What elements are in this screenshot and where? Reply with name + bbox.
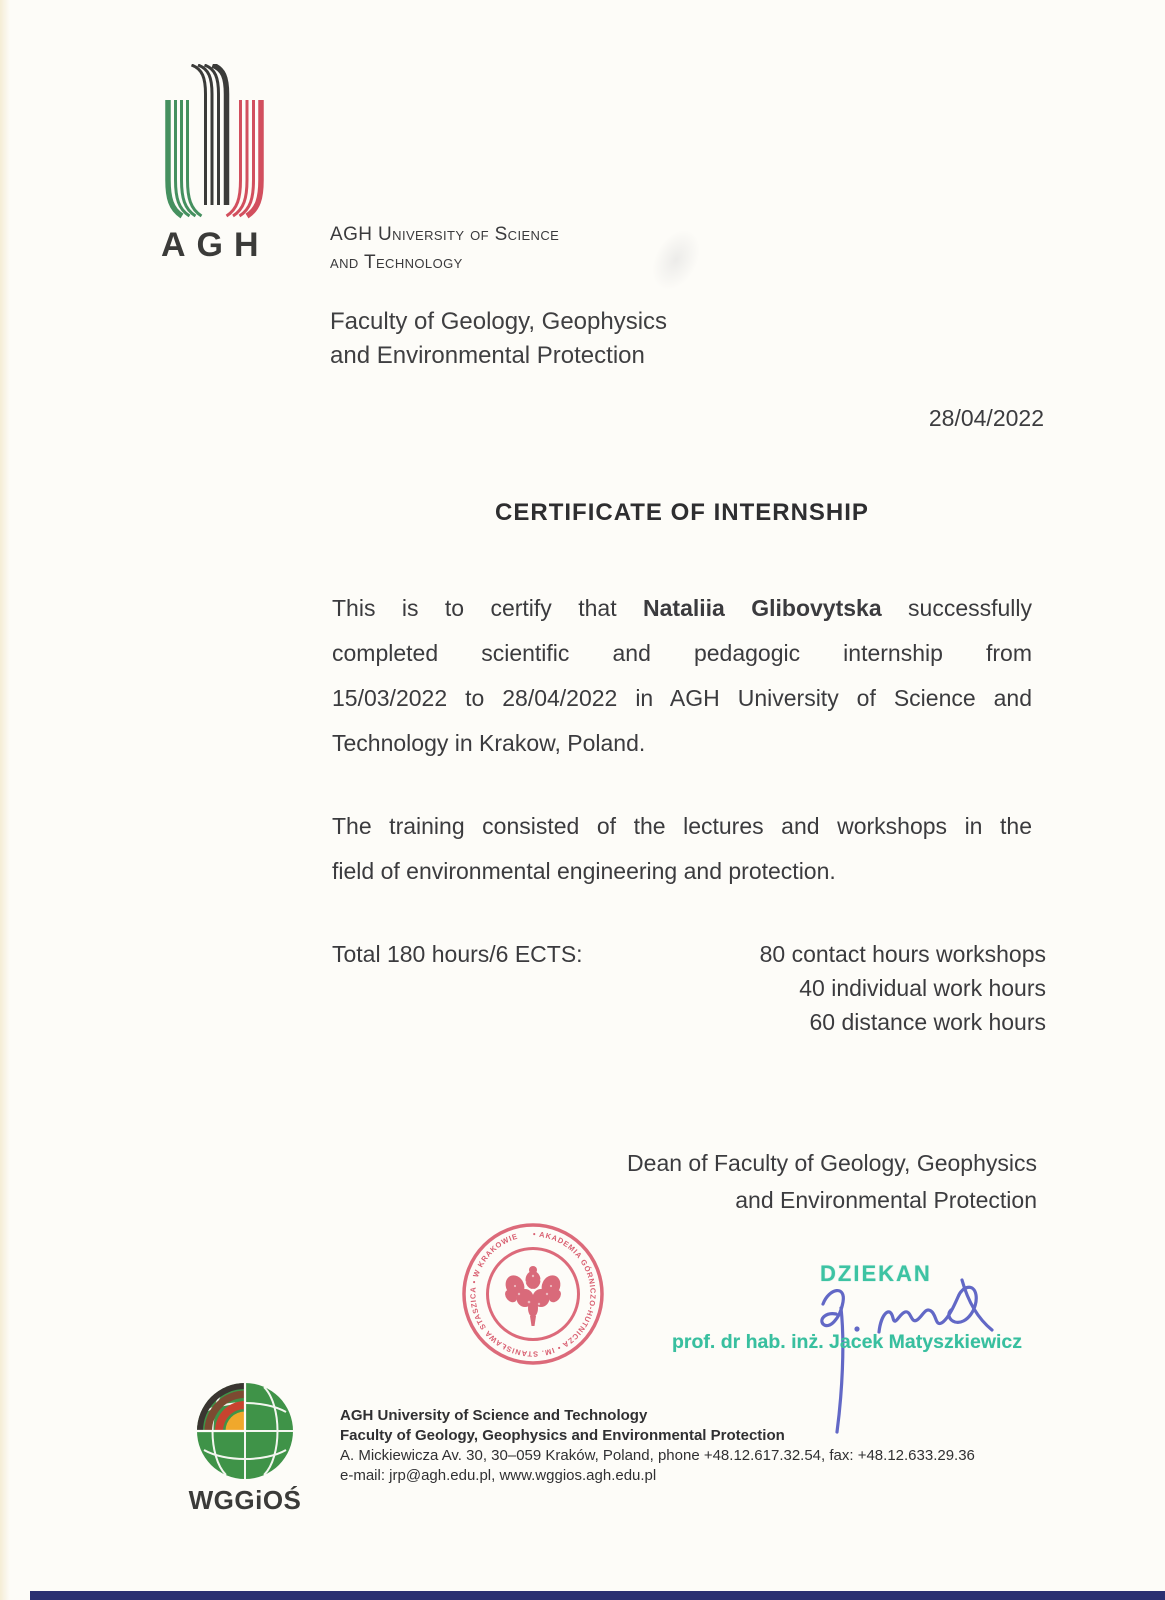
paragraph-line: The training consisted of the lectures and workshops in the [332, 813, 1032, 839]
scan-smudge [642, 222, 709, 298]
wggios-logo-icon [193, 1379, 297, 1483]
line-text: successfully [908, 595, 1033, 621]
footer-university-line: AGH University of Science and Technology [340, 1407, 648, 1424]
paragraph-line: field of environmental engineering and protection. [332, 858, 836, 884]
faculty-name-line2: and Environmental Protection [330, 342, 645, 369]
agh-logo-icon [158, 64, 270, 222]
dean-title [627, 1145, 1037, 1219]
certificate-title: CERTIFICATE OF INTERNSHIP [495, 499, 869, 526]
dean-name: prof. dr hab. inż. Jacek Matyszkiewicz [671, 1331, 1022, 1353]
footer-contact-line: e-mail: jrp@agh.edu.pl, www.wggios.agh.edu.pl [340, 1467, 657, 1484]
university-name-line2: and Technology [330, 252, 463, 273]
university-name-line1: AGH University of Science [330, 224, 560, 245]
certificate-paragraph-1 [332, 586, 1032, 766]
hours-breakdown [760, 937, 1046, 1039]
footer-address-line: A. Mickiewicza Av. 30, 30–059 Kraków, Poland, phone +48.12.617.32.54, fax: +48.12.633.29.36 [340, 1447, 975, 1464]
dean-title-line2: and Environmental Protection [735, 1187, 1037, 1213]
hours-item: 80 contact hours workshops [759, 941, 1046, 967]
hours-item: 40 individual work hours [799, 975, 1046, 1001]
scan-bottom-edge-line [30, 1591, 1165, 1600]
line-text: This is to certify that [332, 595, 617, 621]
agh-logo-wordmark: AGH [161, 226, 270, 264]
university-seal-stamp [455, 1216, 611, 1372]
university-name [330, 221, 559, 277]
faculty-name [330, 305, 667, 373]
paragraph-line: 15/03/2022 to 28/04/2022 in AGH University of Science and [332, 685, 1032, 711]
intern-name: Nataliia Glibovytska [643, 595, 882, 621]
hours-total-label: Total 180 hours/6 ECTS: [332, 941, 583, 967]
footer-text-block [340, 1406, 975, 1486]
footer-faculty-line: Faculty of Geology, Geophysics and Environmental Protection [340, 1427, 785, 1444]
hours-item: 60 distance work hours [809, 1009, 1046, 1035]
faculty-name-line1: Faculty of Geology, Geophysics [330, 308, 668, 335]
paragraph-line [332, 586, 1032, 631]
certificate-paragraph-2 [332, 804, 1032, 894]
paragraph-line: completed scientific and pedagogic internship from [332, 640, 1032, 666]
dean-title-line1: Dean of Faculty of Geology, Geophysics [627, 1150, 1037, 1176]
hours-block [332, 937, 1046, 1039]
seal-text: • AKADEMIA GÓRNICZO-HUTNICZA • IM. STANISŁAWA STASZICA • W KRAKOWIE [468, 1229, 598, 1359]
dziekan-stamp-text: DZIEKAN [820, 1261, 932, 1286]
issue-date: 28/04/2022 [928, 405, 1044, 431]
paragraph-line: Technology in Krakow, Poland. [332, 730, 646, 756]
wggios-label: WGGiOŚ [188, 1485, 302, 1515]
